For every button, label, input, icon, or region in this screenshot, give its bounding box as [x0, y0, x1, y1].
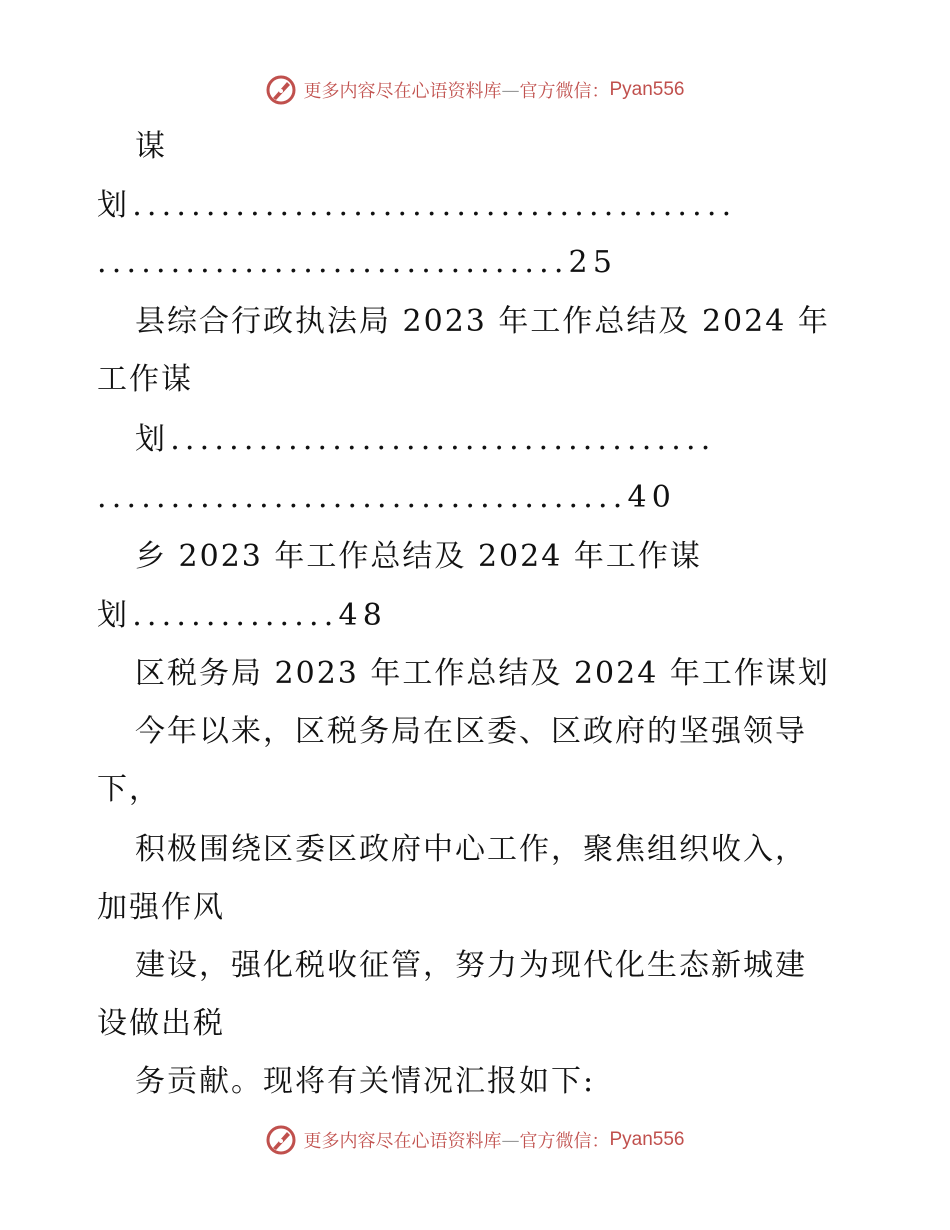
paragraph-text: 设做出税 [97, 1006, 225, 1041]
section-title-text: 区税务局 2023 年工作总结及 2024 年工作谋划 [135, 656, 830, 691]
pen-circle-icon [265, 74, 297, 106]
toc-page-number: ................................25 [97, 245, 618, 280]
paragraph-text: 今年以来，区税务局在区委、区政府的坚强领导 [135, 714, 807, 749]
watermark-wechat-label: 官方微信： [519, 1131, 610, 1152]
toc-page-number: 划..............48 [97, 598, 388, 633]
toc-text: 县综合行政执法局 2023 年工作总结及 2024 年 [135, 304, 830, 339]
watermark-dash: — [501, 1129, 520, 1151]
toc-dots: 划......................................... [97, 188, 737, 223]
watermark-wechat-id: Pyan556 [609, 79, 685, 100]
footer-watermark [0, 1120, 950, 1160]
watermark-text: 更多内容尽在心语资料库 [303, 1131, 502, 1152]
toc-page-number: ....................................40 [97, 480, 677, 515]
paragraph-text: 加强作风 [97, 890, 225, 925]
header-watermark [0, 70, 950, 110]
watermark-dash: — [501, 79, 520, 101]
toc-text: 工作谋 [97, 362, 193, 397]
watermark-wechat-id: Pyan556 [609, 1129, 685, 1150]
toc-text: 乡 2023 年工作总结及 2024 年工作谋 [135, 539, 702, 574]
toc-dots: 划..................................... [135, 422, 716, 457]
toc-text: 谋 [135, 129, 167, 164]
paragraph-text: 建设，强化税收征管，努力为现代化生态新城建 [135, 948, 807, 983]
paragraph-text: 下， [97, 772, 161, 807]
watermark-wechat-label: 官方微信： [519, 81, 610, 102]
paragraph-text: 务贡献。现将有关情况汇报如下: [135, 1064, 596, 1099]
paragraph-text: 积极围绕区委区政府中心工作，聚焦组织收入， [135, 832, 807, 867]
pen-circle-icon [265, 1124, 297, 1156]
watermark-text: 更多内容尽在心语资料库 [303, 81, 502, 102]
